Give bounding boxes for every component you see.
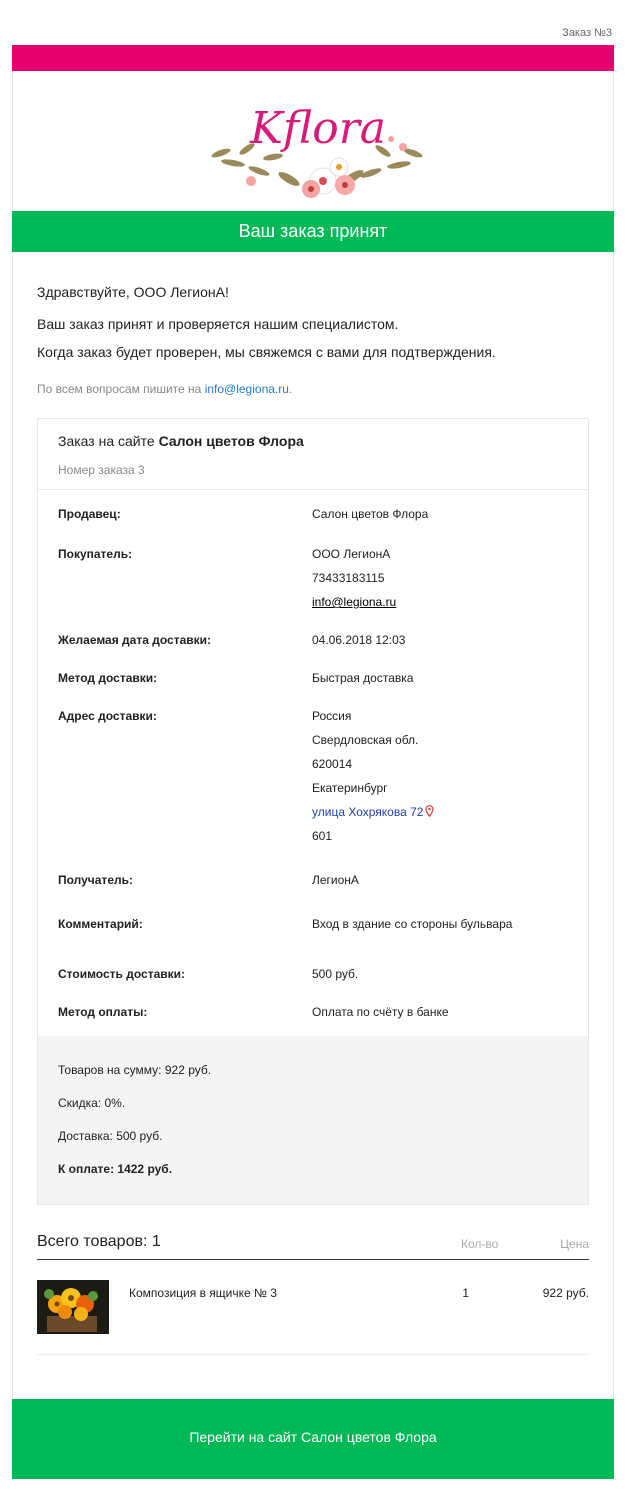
price-column-header: Цена — [560, 1237, 589, 1251]
items-header — [37, 1233, 589, 1260]
delivery-cost-label: Стоимость доставки: — [58, 967, 186, 981]
intro-line-1: Ваш заказ принят и проверяется нашим специалистом. — [37, 316, 399, 332]
delivery-date-row — [58, 628, 568, 652]
recipient-value: ЛегионА — [312, 873, 359, 887]
comment-row — [58, 912, 568, 936]
recipient-row — [58, 868, 568, 892]
product-thumbnail[interactable] — [37, 1280, 109, 1334]
amount-to-pay: К оплате: 1422 руб. — [58, 1162, 173, 1176]
product-quantity: 1 — [462, 1286, 469, 1300]
contact-email-link[interactable]: info@legiona.ru — [204, 382, 289, 396]
delivery-date-value: 04.06.2018 12:03 — [312, 633, 406, 647]
delivery-method-row — [58, 666, 568, 690]
items-count: Всего товаров: 1 — [37, 1233, 161, 1250]
buyer-value — [312, 542, 568, 614]
qty-column-header: Кол-во — [461, 1237, 499, 1251]
greeting-text: Здравствуйте, ООО ЛегионА! — [37, 284, 229, 300]
address-street-link[interactable]: улица Хохрякова 72 — [312, 805, 424, 819]
address-city: Екатеринбург — [312, 781, 388, 795]
comment-label: Комментарий: — [58, 917, 143, 931]
svg-text:Kflora: Kflora — [250, 103, 386, 154]
intro-line-2: Когда заказ будет проверен, мы свяжемся с вами для подтверждения. — [37, 344, 496, 360]
order-title-prefix: Заказ на сайте — [58, 433, 159, 449]
delivery-cost-row — [58, 962, 568, 986]
intro-section — [13, 284, 613, 396]
seller-label: Продавец: — [58, 507, 121, 521]
discount-total: Скидка: 0%. — [58, 1096, 126, 1110]
delivery-total: Доставка: 500 руб. — [58, 1129, 163, 1143]
order-number: Номер заказа 3 — [58, 463, 145, 477]
buyer-row — [58, 542, 568, 614]
order-title — [58, 433, 568, 449]
buyer-label: Покупатель: — [58, 547, 133, 561]
order-details-box — [37, 418, 589, 1205]
order-accepted-banner: Ваш заказ принят — [12, 211, 614, 252]
flower-bouquet-image-icon — [37, 1280, 109, 1334]
payment-method-label: Метод оплаты: — [58, 1005, 148, 1019]
address-value — [312, 704, 568, 848]
buyer-phone: 73433183115 — [312, 571, 385, 585]
payment-method-row — [58, 1000, 568, 1024]
email-card — [12, 45, 614, 1479]
contact-suffix: . — [288, 382, 293, 396]
order-shop-name: Салон цветов Флора — [158, 433, 304, 449]
order-header — [38, 419, 588, 490]
shop-logo — [13, 71, 613, 211]
delivery-method-label: Метод доставки: — [58, 671, 158, 685]
goods-total: Товаров на сумму: 922 руб. — [58, 1063, 212, 1077]
map-pin-icon[interactable] — [425, 805, 434, 817]
product-price: 922 руб. — [542, 1286, 589, 1300]
buyer-name: ООО ЛегионА — [312, 547, 391, 561]
delivery-date-label: Желаемая дата доставки: — [58, 633, 212, 647]
address-region: Свердловская обл. — [312, 733, 419, 747]
go-to-site-button[interactable]: Перейти на сайт Салон цветов Флора — [12, 1399, 614, 1479]
contact-prefix: По всем вопросам пишите на — [37, 382, 205, 396]
order-fields — [38, 490, 588, 1036]
seller-row — [58, 502, 568, 526]
order-totals — [38, 1036, 588, 1204]
delivery-method-value: Быстрая доставка — [312, 671, 414, 685]
list-item — [37, 1280, 589, 1355]
contact-note — [37, 382, 589, 396]
flora-logo-icon — [203, 81, 433, 201]
intro-message — [37, 310, 589, 366]
address-row — [58, 704, 568, 848]
buyer-email-link[interactable]: info@legiona.ru — [312, 595, 397, 609]
delivery-cost-value: 500 руб. — [312, 967, 359, 981]
comment-value: Вход в здание со стороны бульвара — [312, 917, 513, 931]
pink-top-bar — [12, 45, 614, 71]
address-zip: 620014 — [312, 757, 353, 771]
payment-method-value: Оплата по счёту в банке — [312, 1005, 449, 1019]
product-name-link[interactable]: Композиция в ящичке № 3 — [129, 1286, 277, 1300]
seller-value: Салон цветов Флора — [312, 507, 429, 521]
address-apartment: 601 — [312, 829, 333, 843]
order-number-note: Заказ №3 — [562, 27, 612, 39]
address-country: Россия — [312, 709, 352, 723]
address-label: Адрес доставки: — [58, 709, 157, 723]
recipient-label: Получатель: — [58, 873, 133, 887]
